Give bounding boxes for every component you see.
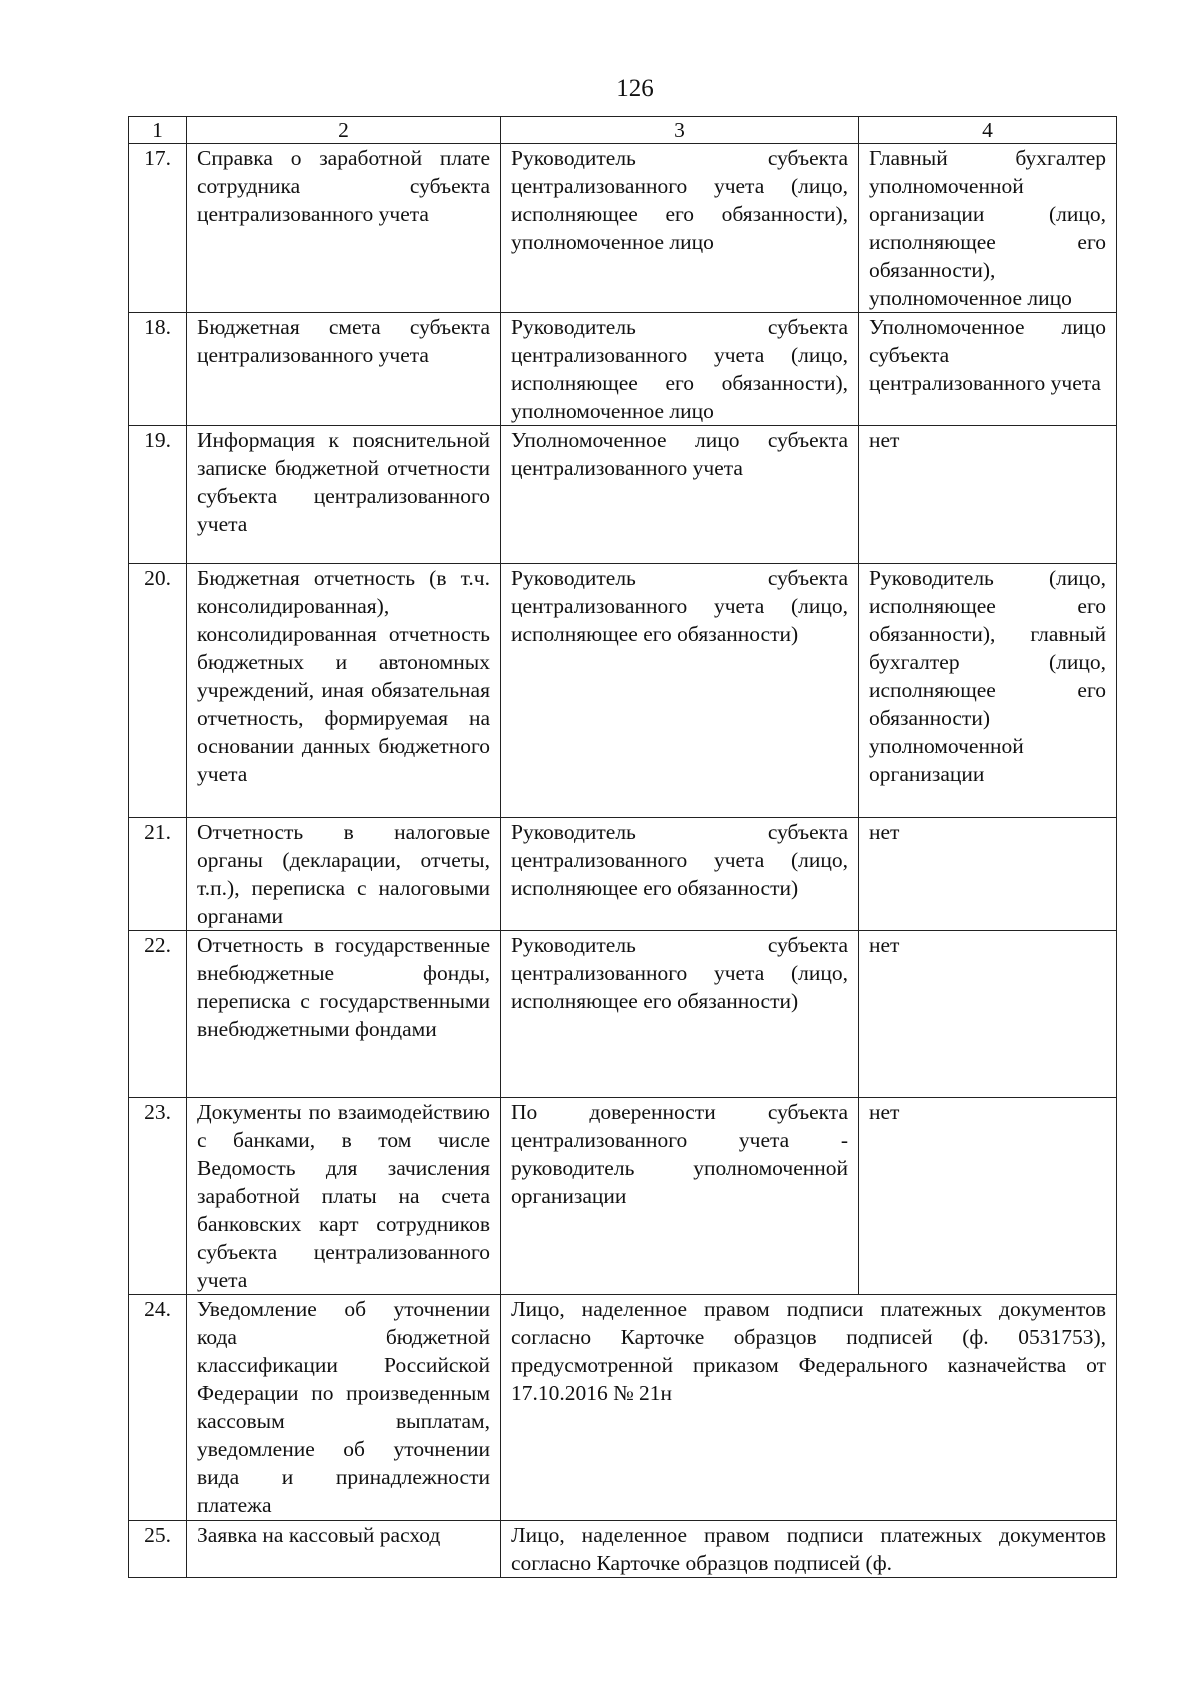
- row-number: 18.: [129, 313, 187, 426]
- document-name: Отчетность в налоговые органы (декларации, отчеты, т.п.), переписка с налоговыми органами: [187, 818, 501, 931]
- signer: Руководитель субъекта централизованного учета (лицо, исполняющее его обязанности), уполномоченное лицо: [501, 144, 859, 313]
- column-number: 1: [129, 117, 187, 144]
- table-row: [129, 426, 1117, 564]
- column-number: 2: [187, 117, 501, 144]
- document-name: Отчетность в государственные внебюджетные фонды, переписка с государственными внебюджетными фондами: [187, 931, 501, 1098]
- document-name: Заявка на кассовый расход: [187, 1521, 501, 1578]
- signer-merged: Лицо, наделенное правом подписи платежных документов согласно Карточке образцов подписей (ф.: [501, 1521, 1117, 1578]
- signer-merged: Лицо, наделенное правом подписи платежных документов согласно Карточке образцов подписей (ф. 0531753), предусмотренной приказом Федерального казначейства от 17.10.2016 № 21н: [501, 1295, 1117, 1521]
- table-row: [129, 1295, 1117, 1521]
- second-signer: Главный бухгалтер уполномоченной организации (лицо, исполняющее его обязанности), уполномоченное лицо: [859, 144, 1117, 313]
- second-signer: нет: [859, 426, 1117, 564]
- column-number: 3: [501, 117, 859, 144]
- row-number: 17.: [129, 144, 187, 313]
- table-row: [129, 313, 1117, 426]
- row-number: 19.: [129, 426, 187, 564]
- second-signer: нет: [859, 931, 1117, 1098]
- document-name: Бюджетная отчетность (в т.ч. консолидированная), консолидированная отчетность бюджетных и автономных учреждений, иная обязательная отчетность, формируемая на основании данных бюджетного учета: [187, 564, 501, 818]
- signer: Руководитель субъекта централизованного учета (лицо, исполняющее его обязанности), уполномоченное лицо: [501, 313, 859, 426]
- column-number-row: [129, 117, 1117, 144]
- table-row: [129, 564, 1117, 818]
- document-name: Уведомление об уточнении кода бюджетной классификации Российской Федерации по произведенным кассовым выплатам, уведомление об уточнении вида и принадлежности платежа: [187, 1295, 501, 1521]
- row-number: 23.: [129, 1098, 187, 1295]
- document-table: [128, 116, 1117, 1578]
- table-row: [129, 1098, 1117, 1295]
- page-number: 126: [616, 75, 654, 102]
- signer: Руководитель субъекта централизованного учета (лицо, исполняющее его обязанности): [501, 564, 859, 818]
- table-row: [129, 931, 1117, 1098]
- row-number: 22.: [129, 931, 187, 1098]
- column-number: 4: [859, 117, 1117, 144]
- row-number: 25.: [129, 1521, 187, 1578]
- signer: Руководитель субъекта централизованного учета (лицо, исполняющее его обязанности): [501, 818, 859, 931]
- signer: Уполномоченное лицо субъекта централизованного учета: [501, 426, 859, 564]
- document-name: Бюджетная смета субъекта централизованного учета: [187, 313, 501, 426]
- table-row: [129, 144, 1117, 313]
- row-number: 21.: [129, 818, 187, 931]
- document-name: Документы по взаимодействию с банками, в том числе Ведомость для зачисления заработной платы на счета банковских карт сотрудников субъекта централизованного учета: [187, 1098, 501, 1295]
- table-row: [129, 1521, 1117, 1578]
- row-number: 20.: [129, 564, 187, 818]
- document-name: Информация к пояснительной записке бюджетной отчетности субъекта централизованного учета: [187, 426, 501, 564]
- second-signer: Руководитель (лицо, исполняющее его обязанности), главный бухгалтер (лицо, исполняющее его обязанности) уполномоченной организации: [859, 564, 1117, 818]
- second-signer: Уполномоченное лицо субъекта централизованного учета: [859, 313, 1117, 426]
- document-name: Справка о заработной плате сотрудника субъекта централизованного учета: [187, 144, 501, 313]
- row-number: 24.: [129, 1295, 187, 1521]
- signer: Руководитель субъекта централизованного учета (лицо, исполняющее его обязанности): [501, 931, 859, 1098]
- second-signer: нет: [859, 818, 1117, 931]
- signer: По доверенности субъекта централизованного учета - руководитель уполномоченной организации: [501, 1098, 859, 1295]
- second-signer: нет: [859, 1098, 1117, 1295]
- table-row: [129, 818, 1117, 931]
